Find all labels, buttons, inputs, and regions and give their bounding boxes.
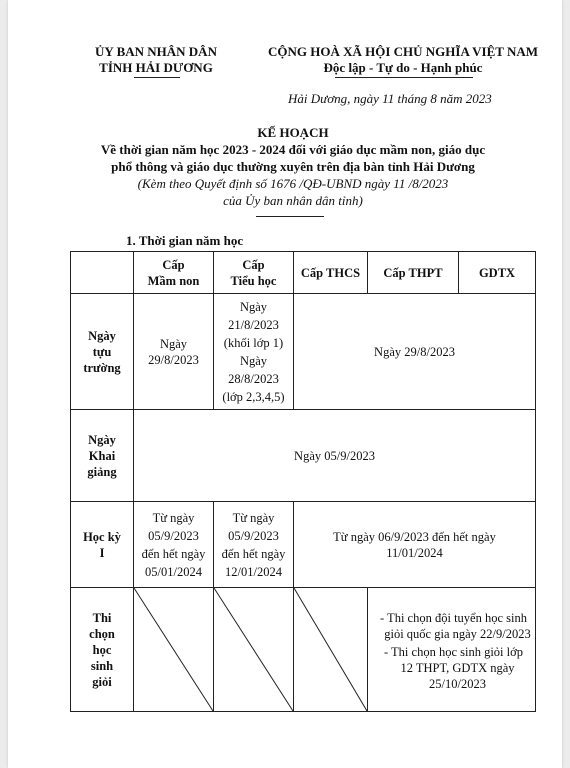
cell-hsg-thcs-empty — [294, 588, 368, 712]
row-header-hoc-ky-1 — [71, 502, 134, 588]
col-header-tieuhoc-line2: Tiểu học — [230, 273, 277, 288]
title-sub-1: Về thời gian năm học 2023 - 2024 đối với giáo dục mầm non, giáo dục — [100, 142, 486, 157]
row-header-thi-hsg — [71, 588, 134, 712]
diagonal-strike — [214, 588, 293, 711]
motto-line-1: CỘNG HOÀ XÃ HỘI CHỦ NGHĨA VIỆT NAM — [267, 44, 539, 59]
row1-head-line1: Ngày — [88, 328, 116, 343]
authority-underline — [134, 77, 180, 78]
row3-mamnon-line2: 05/9/2023 — [148, 528, 199, 543]
row3-head-line2: I — [99, 545, 105, 560]
row1-tieuhoc-line1: Ngày — [239, 299, 268, 314]
cell-hoc-ky-others — [294, 502, 536, 588]
col-header-tieuhoc — [214, 252, 294, 294]
row3-mamnon-line4: 05/01/2024 — [145, 564, 202, 579]
motto-underline — [335, 77, 473, 78]
table-row-tuu-truong — [71, 294, 536, 410]
table-header-row — [71, 252, 536, 294]
cell-hsg-tieuhoc-empty — [214, 588, 294, 712]
cell-tuu-truong-tieuhoc — [214, 294, 294, 410]
issuing-authority — [86, 44, 226, 76]
diagonal-strike — [134, 588, 213, 711]
row1-head-line3: trường — [83, 360, 121, 375]
cell-hsg-notes — [368, 588, 536, 712]
attachment-note — [48, 175, 538, 209]
col-header-thcs: Cấp THCS — [294, 252, 368, 294]
row1-mamnon-text: Ngày 29/8/2023 — [148, 336, 199, 367]
row1-tieuhoc-line4: Ngày — [239, 353, 268, 368]
row3-mamnon-line1: Từ ngày — [152, 510, 195, 525]
title-sub-2: phổ thông và giáo dục thường xuyên trên địa bàn tỉnh Hải Dương — [111, 159, 475, 174]
title-main: KẾ HOẠCH — [257, 125, 329, 140]
row-header-tuu-truong — [71, 294, 134, 410]
row3-mamnon-line3: đến hết ngày — [141, 546, 206, 561]
hsg-note-2-line1: - Thi chọn học sinh giỏi lớp — [383, 644, 523, 659]
row1-tieuhoc-line5: 28/8/2023 — [228, 371, 279, 386]
row3-others-line1: Từ ngày 06/9/2023 đến hết ngày — [333, 529, 496, 544]
col-header-gdtx: GDTX — [459, 252, 536, 294]
attachment-note-1: (Kèm theo Quyết định số 1676 /QĐ-UBND ngày 11 /8/2023 — [137, 176, 449, 191]
hsg-note-1-line2: giỏi quốc gia ngày 22/9/2023 — [384, 626, 531, 641]
row1-head-line2: tựu — [92, 344, 112, 359]
cell-khai-giang-all: Ngày 05/9/2023 — [134, 410, 536, 502]
row2-head-line3: giảng — [87, 464, 117, 479]
col-header-tieuhoc-line1: Cấp — [242, 257, 265, 272]
cell-hoc-ky-tieuhoc — [214, 502, 294, 588]
row1-tieuhoc-line2: 21/8/2023 — [228, 317, 279, 332]
row-header-khai-giang — [71, 410, 134, 502]
document-title — [48, 124, 538, 175]
corner-cell — [71, 252, 134, 294]
row3-tieuhoc-line2: 05/9/2023 — [228, 528, 279, 543]
row4-head-line1: Thi — [92, 610, 112, 625]
row2-head-line2: Khai — [88, 448, 116, 463]
authority-line-1: ỦY BAN NHÂN DÂN — [95, 44, 217, 59]
row3-tieuhoc-line3: đến hết ngày — [221, 546, 286, 561]
title-divider — [256, 216, 324, 217]
diagonal-strike — [294, 588, 367, 711]
row4-head-line5: giỏi — [92, 674, 112, 689]
national-motto — [261, 44, 545, 76]
table-row-thi-hsg — [71, 588, 536, 712]
col-header-mamnon-line1: Cấp — [162, 257, 185, 272]
row3-others-line2: 11/01/2024 — [386, 545, 443, 560]
motto-line-2: Độc lập - Tự do - Hạnh phúc — [323, 60, 483, 75]
row3-head-line1: Học kỳ — [83, 529, 121, 544]
authority-line-2: TỈNH HẢI DƯƠNG — [99, 60, 213, 75]
school-year-table — [70, 251, 536, 712]
row1-tieuhoc-line6: (lớp 2,3,4,5) — [222, 389, 285, 404]
section-heading: 1. Thời gian năm học — [126, 233, 244, 248]
row1-tieuhoc-line3: (khối lớp 1) — [223, 335, 284, 350]
issue-date: Hải Dương, ngày 11 tháng 8 năm 2023 — [288, 91, 492, 106]
hsg-note-1-line1: - Thi chọn đội tuyển học sinh — [380, 610, 527, 625]
cell-tuu-truong-others: Ngày 29/8/2023 — [294, 294, 536, 410]
col-header-mamnon — [134, 252, 214, 294]
hsg-note-2-line2: 12 THPT, GDTX ngày — [400, 660, 515, 675]
row4-head-line4: sinh — [90, 658, 114, 673]
cell-tuu-truong-mamnon — [134, 294, 214, 410]
col-header-thpt: Cấp THPT — [368, 252, 459, 294]
attachment-note-2: của Ủy ban nhân dân tỉnh) — [223, 193, 363, 208]
cell-hsg-mamnon-empty — [134, 588, 214, 712]
row3-tieuhoc-line4: 12/01/2024 — [225, 564, 282, 579]
table-row-khai-giang — [71, 410, 536, 502]
table-row-hoc-ky-1 — [71, 502, 536, 588]
row3-tieuhoc-line1: Từ ngày — [232, 510, 275, 525]
row2-head-line1: Ngày — [88, 432, 116, 447]
row4-head-line3: học — [92, 642, 112, 657]
row4-head-line2: chọn — [89, 626, 115, 641]
cell-hoc-ky-mamnon — [134, 502, 214, 588]
hsg-note-2-line3: 25/10/2023 — [429, 676, 486, 691]
document-page — [8, 0, 562, 768]
col-header-mamnon-line2: Mầm non — [147, 273, 200, 288]
